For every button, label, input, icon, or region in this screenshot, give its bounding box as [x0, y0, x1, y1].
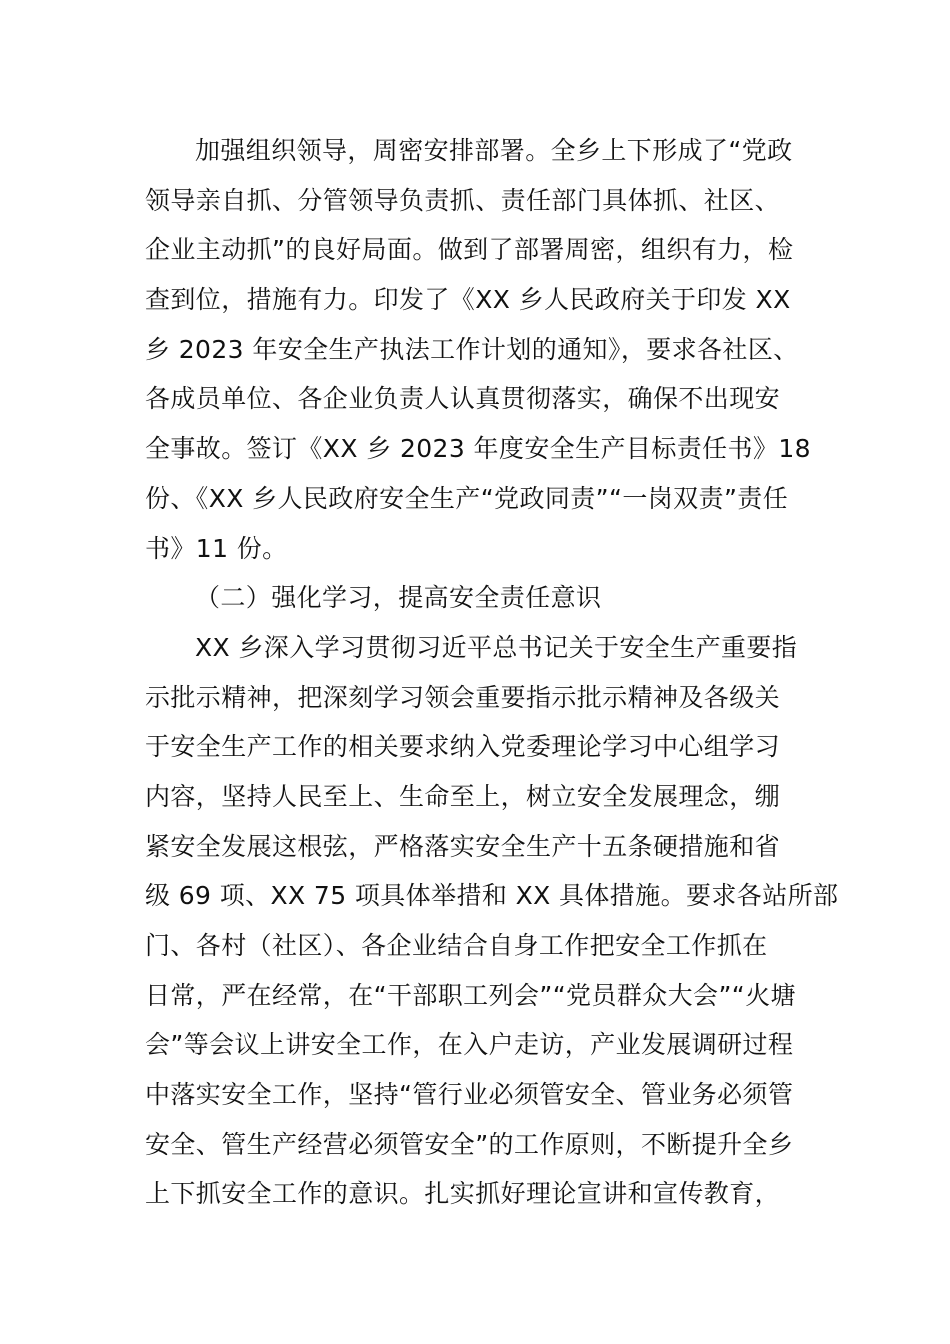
paragraph-1-line-3: 企业主动抓”的良好局面。做到了部署周密，组织有力，检: [145, 235, 794, 265]
document-body: [145, 126, 839, 1219]
paragraph-2-line-6: 级 69 项、XX 75 项具体举措和 XX 具体措施。要求各站所部: [145, 881, 839, 911]
paragraph-2-line-12: 上下抓安全工作的意识。扎实抓好理论宣讲和宣传教育，: [145, 1179, 781, 1209]
paragraph-1-line-8: 份、《XX 乡人民政府安全生产“党政同责”“一岗双责”责任: [145, 483, 789, 513]
paragraph-2-line-4: 内容，坚持人民至上、生命至上，树立安全发展理念，绷: [145, 781, 781, 811]
paragraph-2-line-1: XX 乡深入学习贯彻习近平总书记关于安全生产重要指: [195, 632, 798, 662]
paragraph-2-line-2: 示批示精神，把深刻学习领会重要指示批示精神及各级关: [145, 682, 781, 712]
paragraph-2-line-5: 紧安全发展这根弦，严格落实安全生产十五条硬措施和省: [145, 831, 781, 861]
paragraph-2-line-8: 日常，严在经常，在“干部职工列会”“党员群众大会”“火塘: [145, 980, 796, 1010]
paragraph-2-line-11: 安全、管生产经营必须管安全”的工作原则，不断提升全乡: [145, 1129, 794, 1159]
paragraph-1-line-7: 全事故。签订《XX 乡 2023 年度安全生产目标责任书》18: [145, 434, 811, 464]
paragraph-2-line-9: 会”等会议上讲安全工作，在入户走访，产业发展调研过程: [145, 1030, 794, 1060]
paragraph-1-line-6: 各成员单位、各企业负责人认真贯彻落实，确保不出现安: [145, 384, 781, 414]
paragraph-1-line-2: 领导亲自抓、分管领导负责抓、责任部门具体抓、社区、: [145, 185, 781, 215]
paragraph-2-line-3: 于安全生产工作的相关要求纳入党委理论学习中心组学习: [145, 732, 781, 762]
paragraph-1-line-9: 书》11 份。: [145, 533, 288, 563]
paragraph-1-line-4: 查到位，措施有力。印发了《XX 乡人民政府关于印发 XX: [145, 285, 791, 315]
paragraph-1-line-5: 乡 2023 年安全生产执法工作计划的通知》，要求各社区、: [145, 334, 799, 364]
section-heading: （二）强化学习，提高安全责任意识: [195, 583, 602, 613]
paragraph-1-line-1: 加强组织领导，周密安排部署。全乡上下形成了“党政: [195, 136, 793, 165]
paragraph-2-line-7: 门、各村（社区）、各企业结合自身工作把安全工作抓在: [145, 931, 768, 960]
paragraph-2-line-10: 中落实安全工作，坚持“管行业必须管安全、管业务必须管: [145, 1080, 794, 1110]
